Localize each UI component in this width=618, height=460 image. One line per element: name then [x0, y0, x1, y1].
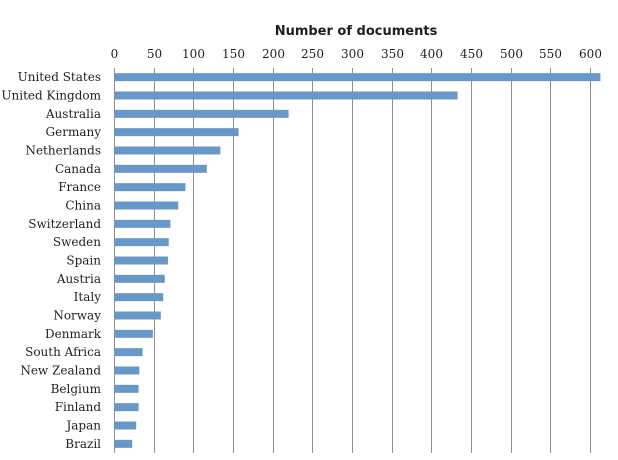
category-label: China	[65, 198, 101, 213]
category-label: United Kingdom	[1, 88, 101, 103]
bar	[114, 385, 139, 393]
category-label: Germany	[45, 125, 101, 140]
x-tick-label: 500	[500, 47, 523, 61]
x-tick-label: 550	[539, 47, 562, 61]
category-label: Austria	[56, 271, 101, 286]
category-label: United States	[17, 70, 101, 85]
x-tick-label: 150	[222, 47, 245, 61]
bar	[114, 238, 169, 246]
x-tick-label: 200	[262, 47, 285, 61]
category-labels	[1, 70, 101, 451]
category-label: Belgium	[50, 381, 101, 396]
x-tick-label: 600	[579, 47, 602, 61]
category-label: Denmark	[45, 326, 101, 341]
bar	[114, 330, 153, 338]
category-label: Brazil	[65, 436, 101, 451]
x-tick-label: 400	[420, 47, 443, 61]
x-axis-tick-labels	[111, 47, 602, 61]
bar	[114, 440, 132, 448]
category-label: Sweden	[52, 235, 101, 250]
x-tick-label: 350	[381, 47, 404, 61]
x-axis-title: Number of documents	[274, 24, 438, 39]
category-label: Norway	[53, 308, 101, 323]
bar	[114, 147, 220, 155]
bar	[114, 165, 207, 173]
category-label: Switzerland	[28, 216, 101, 231]
bar	[114, 128, 239, 136]
bar	[114, 73, 600, 81]
x-tick-label: 450	[460, 47, 483, 61]
category-label: Spain	[66, 253, 101, 268]
bar	[114, 92, 458, 100]
bar	[114, 183, 185, 191]
x-tick-label: 250	[301, 47, 324, 61]
category-label: South Africa	[25, 345, 101, 360]
category-label: New Zealand	[20, 363, 101, 378]
bar	[114, 220, 170, 228]
x-tick-label: 100	[182, 47, 205, 61]
category-label: France	[58, 180, 101, 195]
bar	[114, 202, 178, 210]
gridlines	[155, 68, 591, 453]
category-label: Italy	[73, 290, 101, 305]
bar	[114, 348, 143, 356]
bar	[114, 403, 139, 411]
bar	[114, 293, 163, 301]
category-label: Canada	[54, 161, 101, 176]
bar	[114, 312, 161, 320]
category-label: Finland	[54, 400, 101, 415]
category-label: Japan	[66, 418, 101, 433]
category-label: Australia	[45, 106, 101, 121]
bar	[114, 422, 136, 430]
bar	[114, 275, 165, 283]
bar	[114, 110, 289, 118]
x-tick-label: 0	[110, 47, 119, 61]
bar	[114, 257, 168, 265]
bar	[114, 367, 139, 375]
x-tick-label: 300	[341, 47, 364, 61]
x-tick-label: 50	[146, 47, 163, 61]
bars	[114, 73, 600, 448]
category-label: Netherlands	[25, 143, 101, 158]
